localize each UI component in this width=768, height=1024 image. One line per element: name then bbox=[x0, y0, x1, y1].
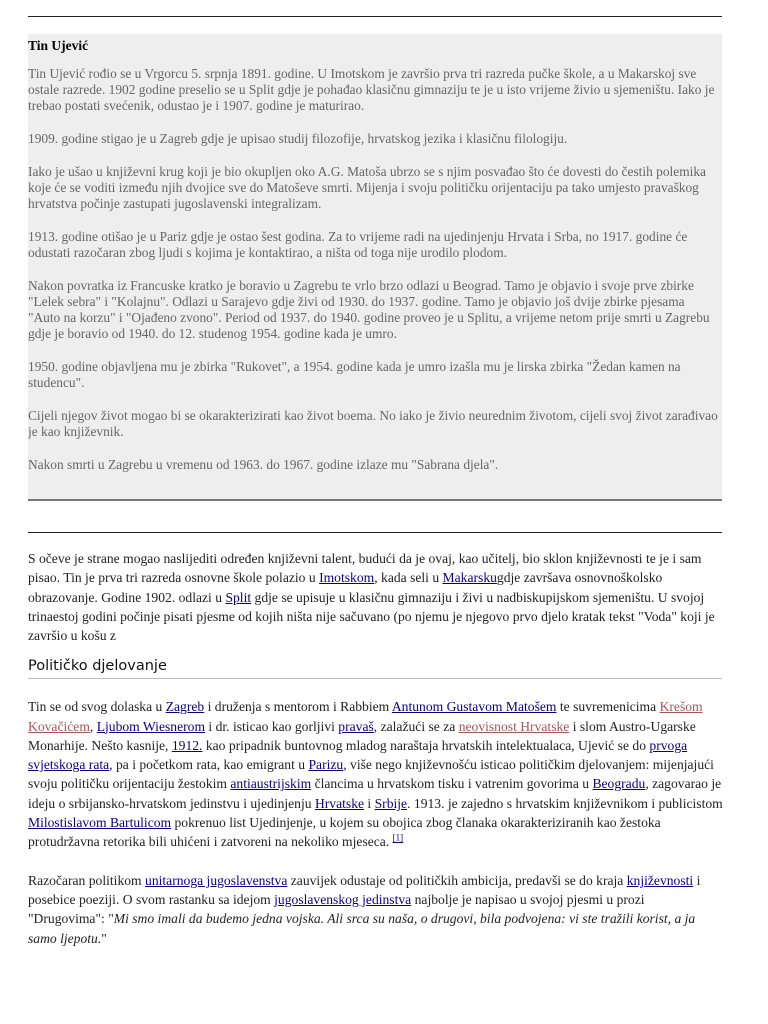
summary-paragraph: Nakon smrti u Zagrebu u vremenu od 1963. do 1967. godine izlaze mu "Sabrana djela". bbox=[28, 457, 499, 472]
poem-quote: Mi smo imali da budemo jedna vojska. Ali srca su naša, o drugovi, bila podvojena: vi ste tražili korist, a ja samo ljepotu. bbox=[28, 911, 696, 946]
link-knjizevnost[interactable]: književnosti bbox=[626, 872, 694, 888]
link-jugoslavensko-jedinstvo[interactable]: jugoslavenskog jedinstva bbox=[274, 891, 412, 907]
reference-link[interactable]: [1] bbox=[392, 832, 404, 843]
top-divider bbox=[28, 16, 722, 17]
link-matos[interactable]: Antunom Gustavom Matošem bbox=[391, 699, 557, 715]
link-hrvatske[interactable]: Hrvatske bbox=[314, 795, 365, 811]
disillusion-paragraph: Razočaran politikom unitarnoga jugoslavenstva zauvijek odustaje od političkih ambicija, predavši se do kraja književnosti i posebice poeziji. O svom rastanku sa idejom jugoslavenskog jedinstva najbolje je napisao u svojoj pjesmi u prozi "Drugovima": "Mi smo imali da budemo jedna vojska. Ali srca su naša, o drugovi, bila podvojena: vi ste tražili korist, a ja samo ljepotu." bbox=[28, 872, 701, 946]
link-beograd[interactable]: Beogradu bbox=[592, 776, 646, 792]
link-makarsku[interactable]: Makarsku bbox=[442, 570, 497, 586]
section-heading: Političko djelovanje bbox=[28, 657, 722, 679]
political-paragraph: Tin se od svog dolaska u Zagreb i druženja s mentorom i Rabbiem Antunom Gustavom Matošem te suvremenicima Krešom Kovačićem, Ljubom Wiesnerom i dr. isticao kao gorljivi pravaš, zalažući se za neovisnost Hrvatske i slom Austro-Ugarske Monarhije. Nešto kasnije, 1912. kao pripadnik buntovnog mladog naraštaja hrvatskih intelektualaca, Ujević se do prvoga svjetskoga rata, pa i početkom rata, kao emigrant u Parizu, više nego književnošću isticao političkim djelovanjem: mijenjajući svoju političku orijentaciju žestokim antiaustrijskim člancima u hrvatskom tisku i vatrenim govorima u Beogradu, zagovarao je ideju o srbijansko-hrvatskom jedinstvu i ujedinjenju Hrvatske i Srbije. 1913. je zajedno s hrvatskim književnikom i publicistom Milostislavom Bartulicom pokrenuo list Ujedinjenje, u kojem su obojica zbog članaka okarakteriziranih kao žestoka protudržavna retorika bili uhićeni i zatvoreni na nekoliko mjeseca. [1] bbox=[28, 699, 723, 850]
section-divider bbox=[28, 532, 722, 533]
summary-paragraph: Iako je ušao u književni krug koji je bio okupljen oko A.G. Matoša ubrzo se s njim posvađao što će dovesti do čestih polemika koje će se voditi između njih dvojice sve do Matoševe smrti. Mijenja i svoju političku orijentaciju pa tako umjesto pravaškog hrvatstva počinje zastupati jugoslavenski integralizam. bbox=[28, 164, 706, 211]
summary-paragraph: 1909. godine stigao je u Zagreb gdje je upisao studij filozofije, hrvatskog jezika i klasičnu filologiju. bbox=[28, 131, 568, 146]
link-unitarno-jugoslavenstvo[interactable]: unitarnoga jugoslavenstva bbox=[145, 872, 288, 888]
link-pariz[interactable]: Parizu bbox=[308, 757, 344, 773]
summary-paragraph: 1950. godine objavljena mu je zbirka "Rukovet", a 1954. godine kada je umro izašla mu je lirska zbirka "Žedan kamen na studencu". bbox=[28, 359, 681, 390]
link-bartulica[interactable]: Milostislavom Bartulicom bbox=[28, 815, 172, 831]
link-pravas[interactable]: pravaš bbox=[338, 718, 374, 734]
link-1912[interactable]: 1912. bbox=[171, 737, 203, 753]
summary-paragraph: Nakon povratka iz Francuske kratko je boravio u Zagrebu te vrlo brzo odlazi u Beograd. Tamo je objavio i svoje prve zbirke "Lelek sebra" i "Kolajnu". Odlazi u Sarajevo gdje živi od 1930. do 1937. godine. Tamo je objavio još dvije zbirke pjesama "Auto na korzu" i "Ojađeno zvono". Period od 1937. do 1940. godine proveo je u Splitu, a vrijeme netom prije smrti u Zagrebu gdje je boravio od 1940. do 12. studenog 1954. godine kada je umro. bbox=[28, 278, 710, 341]
link-antiaustrijskim[interactable]: antiaustrijskim bbox=[230, 776, 312, 792]
link-neovisnost-hrvatske[interactable]: neovisnost Hrvatske bbox=[458, 718, 570, 734]
link-srbije[interactable]: Srbije bbox=[374, 795, 408, 811]
link-prvi-svjetski-rat[interactable]: prvoga svjetskoga rata bbox=[28, 737, 688, 773]
summary-paragraph: Tin Ujević rođio se u Vrgorcu 5. srpnja 1891. godine. U Imotskom je završio prva tri razreda pučke škole, a u Makarskoj sve ostale razrede. 1902 godine preselio se u Split gdje je pohađao klasičnu gimnaziju te je u isto vrijeme živio u sjemeništu. Iako je trebao postati svećenik, odustao je i 1907. godine je maturirao. bbox=[28, 66, 715, 113]
intro-paragraph: S očeve je strane mogao naslijediti određen književni talent, budući da je ovaj, kao učitelj, bio sklon književnosti te je i sam pisao. Tin je prva tri razreda osnovne škole polazio u Imotskom, kada seli u Makarskugdje završava osnovnoškolsko obrazovanje. Godine 1902. odlazi u Split gdje se upisuje u klasičnu gimnaziju i živi u nadbiskupijskom sjemeništu. U svojoj trinaestoj godini počinje pisati pjesme od kojih ništa nije sačuvano (po njemu je njegovo prvo djelo kratak tekst "Voda" koji je završio u košu z bbox=[28, 551, 715, 644]
summary-title: Tin Ujević bbox=[28, 38, 89, 53]
biography-summary-box bbox=[28, 34, 722, 501]
article-body bbox=[28, 549, 724, 948]
link-wiesner[interactable]: Ljubom Wiesnerom bbox=[96, 718, 206, 734]
summary-paragraph: 1913. godine otišao je u Pariz gdje je ostao šest godina. Za to vrijeme radi na ujedinjenju Hrvata i Srba, no 1917. godine će odustati razočaran zbog ljudi s kojima je kontaktirao, a ništa od toga nije urodilo plodom. bbox=[28, 229, 688, 260]
link-imotskom[interactable]: Imotskom bbox=[319, 570, 375, 586]
summary-paragraph: Cijeli njegov život mogao bi se okarakterizirati kao život boema. No iako je živio neurednim životom, cijeli svoj život zarađivao je kao književnik. bbox=[28, 408, 718, 439]
link-kovacic[interactable]: Krešom Kovačićem bbox=[28, 699, 703, 734]
link-split[interactable]: Split bbox=[225, 589, 252, 605]
link-zagreb[interactable]: Zagreb bbox=[165, 699, 205, 715]
